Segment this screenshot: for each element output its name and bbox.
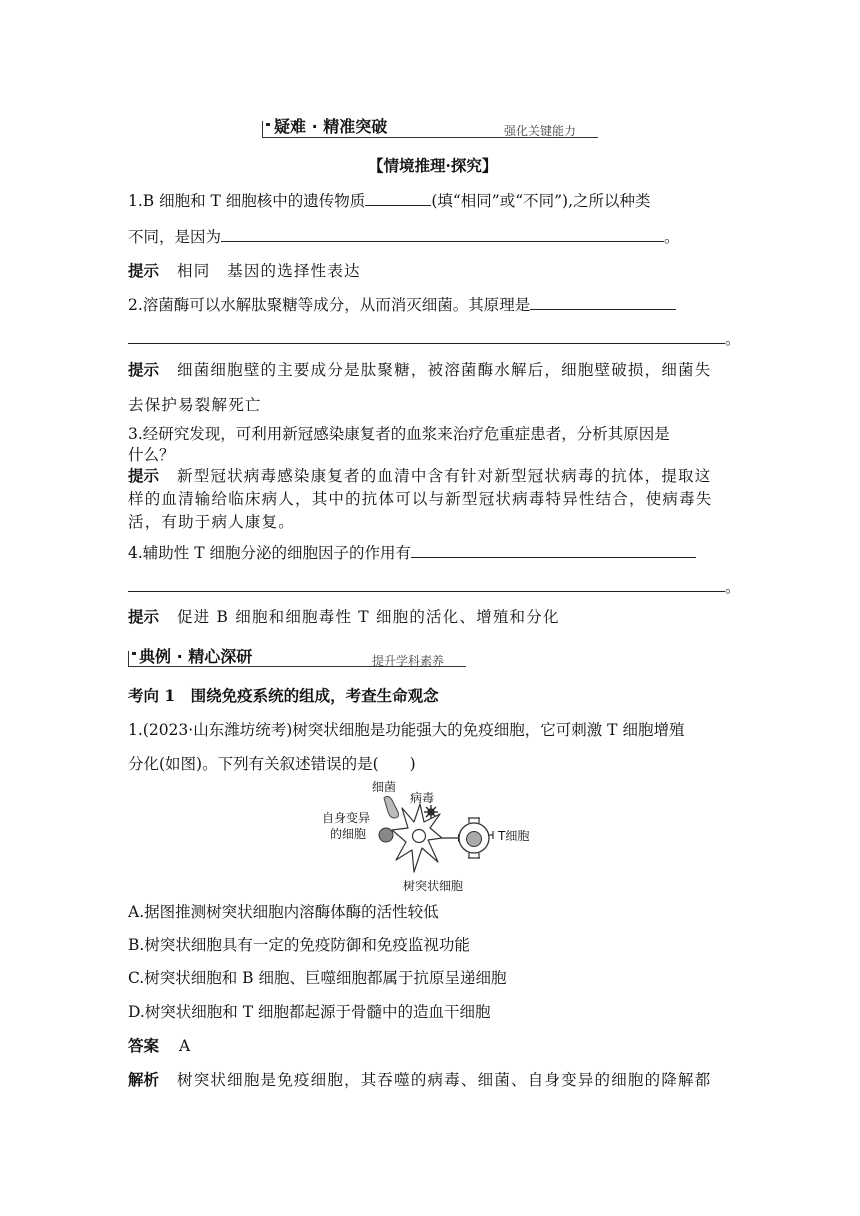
hint-3-line-3: 活，有助于病人康复。 [128, 513, 296, 531]
option-d: D.树突状细胞和 T 细胞都起源于骨髓中的造血干细胞 [128, 1003, 491, 1021]
label-self-mutant-2: 的细胞 [330, 827, 367, 841]
label-self-mutant-1: 自身变异 [322, 811, 371, 825]
t-cell-icon [459, 818, 493, 858]
label-bacteria: 细菌 [372, 780, 397, 794]
answer [128, 1036, 190, 1056]
option-c: C.树突状细胞和 B 细胞、巨噬细胞都属于抗原呈递细胞 [128, 969, 507, 987]
hint-label: 提示 [128, 360, 160, 379]
section-subtitle: 提升学科素养 [372, 654, 445, 668]
hint-2-line-1: 提示 细菌细胞壁的主要成分是肽聚糖，被溶菌酶水解后，细胞壁破损，细菌失 [128, 360, 712, 379]
label-virus: 病毒 [410, 791, 435, 805]
label-t-cell: T细胞 [498, 829, 530, 843]
exam-direction: 考向 1 围绕免疫系统的组成，考查生命观念 [128, 686, 439, 705]
question-3-line-1: 3.经研究发现，可利用新冠感染康复者的血浆来治疗危重症患者，分析其原因是 [128, 425, 670, 443]
hint-label: 提示 [128, 261, 160, 280]
question-1-line-1: 1.B 细胞和 T 细胞核中的遗传物质 (填“相同”或“不同”),之所以种类 [128, 192, 651, 210]
bacterium-icon [384, 796, 399, 818]
question-4-line-2: 。 [128, 576, 741, 597]
hint-text: 相同 基因的选择性表达 [177, 262, 361, 280]
hint-3-line-1: 提示 新型冠状病毒感染康复者的血清中含有针对新型冠状病毒的抗体，提取这 [128, 466, 712, 485]
subheading: 【情境推理·探究】 [368, 156, 498, 175]
answer-blank [411, 542, 696, 558]
answer-value: A [179, 1037, 191, 1055]
hint-2-line-2: 去保护易裂解死亡 [128, 396, 262, 414]
question-2-line-1: 2.溶菌酶可以水解肽聚糖等成分，从而消灭细菌。其原理是 [128, 294, 676, 315]
hint-3-line-2: 样的血清输给临床病人，其中的抗体可以与新型冠状病毒特异性结合，使病毒失 [128, 490, 713, 508]
section-title: 疑难 · 精准突破 [274, 117, 388, 136]
option-b: B.树突状细胞具有一定的免疫防御和免疫监视功能 [128, 936, 470, 954]
section-title: 典例 · 精心深研 [139, 647, 253, 666]
answer-blank [128, 576, 725, 592]
example-1-line-1: 1.(2023·山东潍坊统考)树突状细胞是功能强大的免疫细胞，它可刺激 T 细胞增殖 [128, 721, 685, 739]
question-1-line-2: 不同，是因为 。 [128, 228, 680, 246]
dendritic-cell-diagram [318, 778, 548, 896]
option-a: A.据图推测树突状细胞内溶酶体酶的活性较低 [128, 903, 439, 921]
answer-label: 答案 [128, 1036, 160, 1055]
hint-4 [128, 607, 560, 627]
hint-1 [128, 261, 361, 281]
label-dendritic-cell: 树突状细胞 [403, 879, 464, 893]
question-2-line-2: 。 [128, 328, 741, 349]
hint-text: 促进 B 细胞和细胞毒性 T 细胞的活化、增殖和分化 [177, 608, 560, 626]
answer-blank [530, 294, 676, 310]
analysis-label: 解析 [128, 1070, 160, 1089]
answer-blank [128, 328, 725, 344]
question-4-line-1: 4.辅助性 T 细胞分泌的细胞因子的作用有 [128, 542, 696, 563]
dendritic-cell-icon [392, 804, 442, 872]
answer-blank [365, 190, 431, 206]
question-3-line-2: 什么？ [128, 446, 175, 464]
section-subtitle: 强化关键能力 [504, 124, 577, 138]
analysis [128, 1070, 711, 1090]
mutant-cell-icon [379, 828, 393, 842]
hint-label: 提示 [128, 466, 160, 485]
analysis-text: 树突状细胞是免疫细胞，其吞噬的病毒、细菌、自身变异的细胞的降解都 [177, 1071, 712, 1089]
example-1-line-2: 分化(如图)。下列有关叙述错误的是( ) [128, 755, 416, 773]
hint-label: 提示 [128, 607, 160, 626]
answer-blank [221, 226, 664, 242]
